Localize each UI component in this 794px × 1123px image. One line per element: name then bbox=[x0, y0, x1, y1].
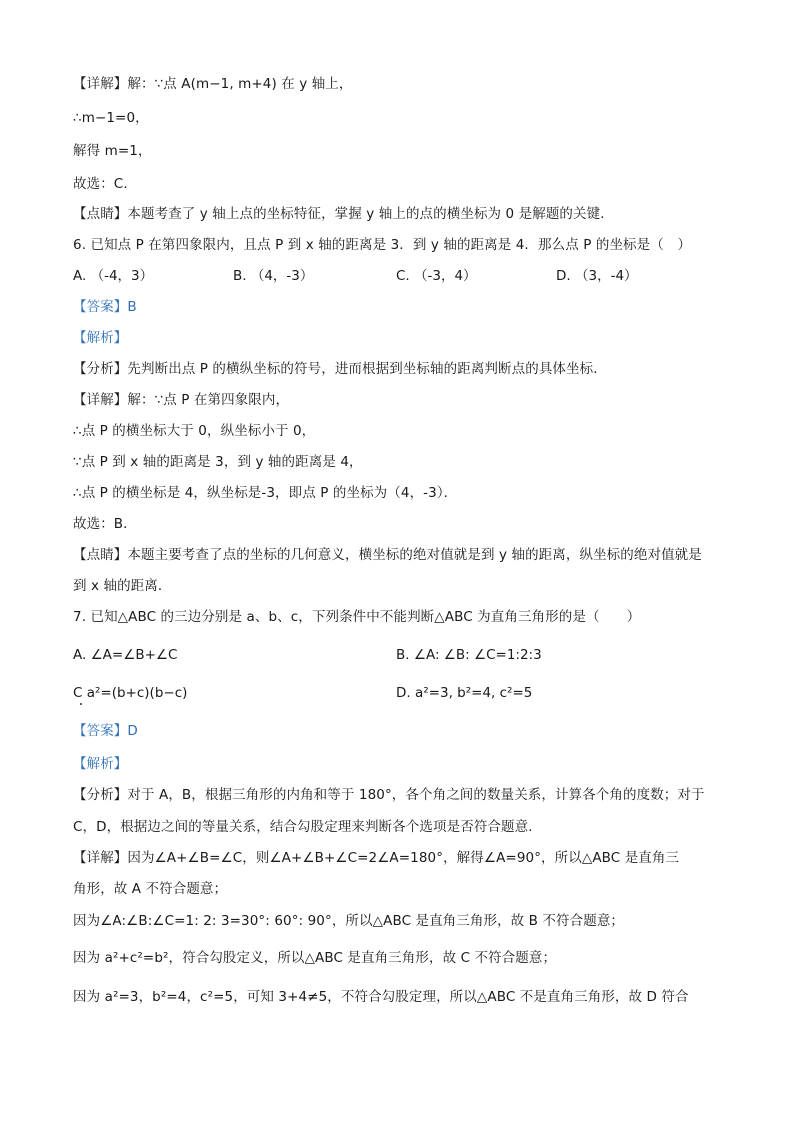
step-6-4: 故选：B． bbox=[73, 516, 137, 532]
analysis-7-b: C，D，根据边之间的等量关系，结合勾股定理来判断各个选项是否符合题意． bbox=[73, 819, 542, 835]
stray-dot bbox=[80, 703, 82, 705]
q6-option-b: B. （4，-3） bbox=[233, 268, 314, 284]
question-6: 6. 已知点 P 在第四象限内，且点 P 到 x 轴的距离是 3．到 y 轴的距离是 4．那么点 P 的坐标是（ ） bbox=[73, 237, 692, 253]
detail-7-b: 角形，故 A 不符合题意； bbox=[73, 881, 228, 897]
comment-6-b: 到 x 轴的距离． bbox=[73, 578, 172, 594]
detail-7-e: 因为 a²=3，b²=4，c²=5，可知 3+4≠5，不符合勾股定理，所以△ABC 不是直角三角形，故 D 符合 bbox=[73, 989, 689, 1005]
answer-7: 【答案】D bbox=[73, 723, 138, 739]
detail-7-d: 因为 a²+c²=b²，符合勾股定义，所以△ABC 是直角三角形，故 C 不符合题意； bbox=[73, 950, 557, 966]
q6-option-a: A. （-4，3） bbox=[73, 268, 154, 284]
q7-option-a: A. ∠A=∠B+∠C bbox=[73, 647, 178, 663]
q6-option-d: D. （3，-4） bbox=[556, 268, 638, 284]
comment-6-a: 【点睛】本题主要考查了点的坐标的几何意义，横坐标的绝对值就是到 y 轴的距离，纵坐标的绝对值就是 bbox=[73, 547, 702, 563]
detail-line-3: 解得 m=1， bbox=[73, 143, 152, 159]
step-6-2: ∵点 P 到 x 轴的距离是 3，到 y 轴的距离是 4， bbox=[73, 454, 363, 470]
detail-7-c: 因为∠A:∠B:∠C=1: 2: 3=30°: 60°: 90°，所以△ABC 是直角三角形，故 B 不符合题意； bbox=[73, 913, 625, 929]
comment-line-5: 【点睛】本题考查了 y 轴上点的坐标特征，掌握 y 轴上的点的横坐标为 0 是解题的关键． bbox=[73, 206, 614, 222]
answer-6: 【答案】B bbox=[73, 299, 137, 315]
q7-option-b: B. ∠A: ∠B: ∠C=1:2:3 bbox=[396, 647, 542, 663]
step-6-3: ∴点 P 的横坐标是 4，纵坐标是-3，即点 P 的坐标为（4，-3）． bbox=[73, 485, 458, 501]
q7-option-d: D. a²=3, b²=4, c²=5 bbox=[396, 685, 533, 701]
q6-option-c: C. （-3，4） bbox=[396, 268, 477, 284]
detail-line-2: ∴m−1=0， bbox=[73, 110, 149, 126]
step-6-1: ∴点 P 的横坐标大于 0，纵坐标小于 0， bbox=[73, 423, 316, 439]
detail-6: 【详解】解：∵点 P 在第四象限内， bbox=[73, 392, 290, 408]
detail-line-1: 【详解】解：∵点 A(m−1, m+4) 在 y 轴上， bbox=[73, 76, 353, 92]
analysis-7-a: 【分析】对于 A，B，根据三角形的内角和等于 180°，各个角之间的数量关系，计算各个角的度数；对于 bbox=[73, 787, 705, 803]
detail-line-4: 故选：C． bbox=[73, 176, 137, 192]
detail-7-a: 【详解】因为∠A+∠B=∠C，则∠A+∠B+∠C=2∠A=180°，解得∠A=90°，所以△ABC 是直角三 bbox=[73, 850, 680, 866]
q7-option-c: C a²=(b+c)(b−c) bbox=[73, 685, 188, 701]
analysis-heading-7: 【解析】 bbox=[73, 756, 128, 772]
question-7: 7. 已知△ABC 的三边分别是 a、b、c，下列条件中不能判断△ABC 为直角三角形的是（ ） bbox=[73, 609, 641, 625]
analysis-heading-6: 【解析】 bbox=[73, 330, 128, 346]
analysis-6: 【分析】先判断出点 P 的横纵坐标的符号，进而根据到坐标轴的距离判断点的具体坐标． bbox=[73, 361, 607, 377]
